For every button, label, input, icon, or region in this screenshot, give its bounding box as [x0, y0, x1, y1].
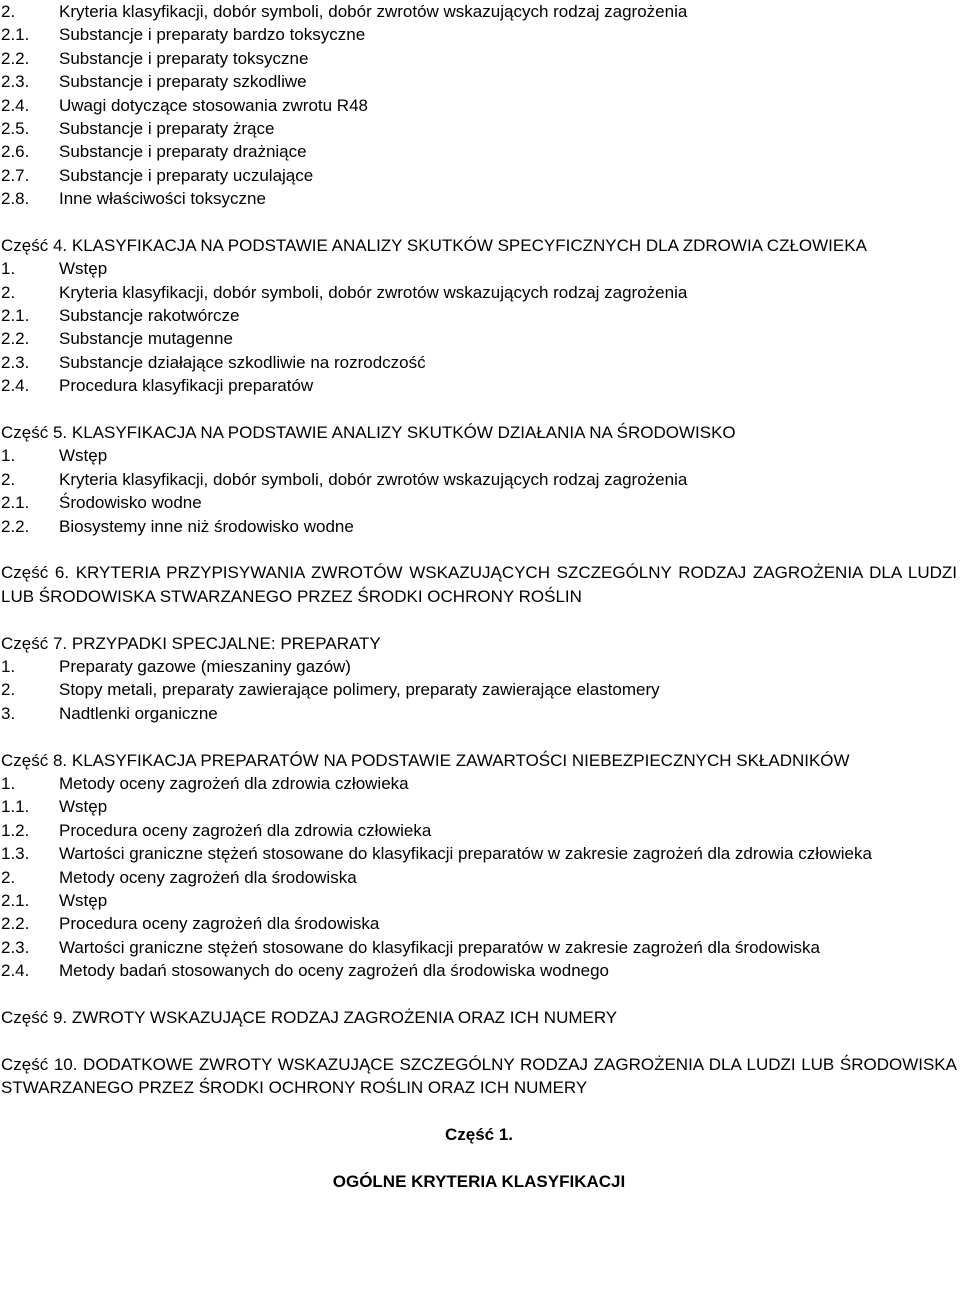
toc-entry-text: Wstęp	[59, 797, 108, 817]
toc-entry	[1, 70, 957, 93]
toc-entry	[1, 842, 957, 865]
toc-entry-number: 2.4.	[1, 95, 30, 115]
toc-entry-number: 2.4.	[1, 376, 30, 396]
toc-entry	[1, 351, 957, 374]
toc-entry-text: Kryteria klasyfikacji, dobór symboli, dobór zwrotów wskazujących rodzaj zagrożenia	[59, 282, 688, 302]
toc-entry	[1, 468, 957, 491]
part-heading: Część 8. KLASYFIKACJA PREPARATÓW NA PODSTAWIE ZAWARTOŚCI NIEBEZPIECZNYCH SKŁADNIKÓW	[1, 750, 850, 770]
toc-entry-text: Procedura oceny zagrożeń dla zdrowia człowieka	[59, 820, 432, 840]
toc-entry-number: 2.3.	[1, 72, 30, 92]
blank-line	[1, 983, 957, 1006]
toc-entry-text: Procedura klasyfikacji preparatów	[59, 376, 314, 396]
toc-entry-text: Substancje rakotwórcze	[59, 306, 240, 326]
part-heading: Część 10. DODATKOWE ZWROTY WSKAZUJĄCE SZCZEGÓLNY RODZAJ ZAGROŻENIA DLA LUDZI LUB ŚRODOWISKA STWARZANEGO PRZEZ ŚRODKI OCHRONY ROŚLIN ORAZ ICH NUMERY	[1, 1054, 957, 1098]
toc-entry-text: Biosystemy inne niż środowisko wodne	[59, 516, 354, 536]
toc-entry-text: Kryteria klasyfikacji, dobór symboli, dobór zwrotów wskazujących rodzaj zagrożenia	[59, 469, 688, 489]
toc-entry-text: Substancje i preparaty drażniące	[59, 142, 307, 162]
toc-entry-text: Metody oceny zagrożeń dla środowiska	[59, 867, 357, 887]
toc-entry-text: Substancje i preparaty uczulające	[59, 165, 314, 185]
toc-entry	[1, 140, 957, 163]
toc-entry-number: 2.	[1, 282, 16, 302]
toc-entry-number: 2.2.	[1, 329, 30, 349]
toc-entry-number: 2.7.	[1, 165, 30, 185]
toc-entry	[1, 327, 957, 350]
toc-entry	[1, 491, 957, 514]
toc-entry-number: 1.	[1, 773, 16, 793]
blank-line	[1, 398, 957, 421]
toc-entry	[1, 866, 957, 889]
part-heading: Część 7. PRZYPADKI SPECJALNE: PREPARATY	[1, 633, 381, 653]
part-heading: Część 9. ZWROTY WSKAZUJĄCE RODZAJ ZAGROŻENIA ORAZ ICH NUMERY	[1, 1007, 618, 1027]
toc-entry-text: Wstęp	[59, 446, 108, 466]
toc-entry-number: 2.6.	[1, 142, 30, 162]
toc-entry	[1, 936, 957, 959]
toc-entry-number: 1.3.	[1, 844, 30, 864]
toc-entry-text: Wartości graniczne stężeń stosowane do klasyfikacji preparatów w zakresie zagrożeń dla środowiska	[59, 937, 820, 957]
blank-line	[1, 1100, 957, 1123]
toc-entry	[1, 257, 957, 280]
toc-entry-number: 1.	[1, 657, 16, 677]
toc-entry-text: Nadtlenki organiczne	[59, 703, 218, 723]
toc-entry	[1, 281, 957, 304]
toc-entry-number: 3.	[1, 703, 16, 723]
toc-entry-text: Substancje i preparaty toksyczne	[59, 48, 309, 68]
toc-entry-text: Stopy metali, preparaty zawierające polimery, preparaty zawierające elastomery	[59, 680, 660, 700]
part-heading: Część 4. KLASYFIKACJA NA PODSTAWIE ANALIZY SKUTKÓW SPECYFICZNYCH DLA ZDROWIA CZŁOWIEKA	[1, 235, 867, 255]
toc-entry-number: 2.	[1, 680, 16, 700]
toc-entry	[1, 0, 957, 23]
toc-entry-text: Procedura oceny zagrożeń dla środowiska	[59, 914, 380, 934]
toc-entry-text: Preparaty gazowe (mieszaniny gazów)	[59, 657, 351, 677]
toc-entry-number: 2.5.	[1, 118, 30, 138]
toc-entry-number: 2.	[1, 469, 16, 489]
toc-entry-number: 2.1.	[1, 890, 30, 910]
toc-entry-text: Substancje działające szkodliwie na rozrodczość	[59, 352, 426, 372]
blank-line	[1, 608, 957, 631]
toc-entry-number: 2.3.	[1, 937, 30, 957]
toc-entry	[1, 117, 957, 140]
toc-entry	[1, 912, 957, 935]
toc-entry-number: 1.	[1, 259, 16, 279]
toc-entry	[1, 444, 957, 467]
toc-entry-number: 2.8.	[1, 189, 30, 209]
toc-entry	[1, 23, 957, 46]
toc-entry	[1, 702, 957, 725]
toc-entry-text: Metody oceny zagrożeń dla zdrowia człowieka	[59, 773, 409, 793]
part-heading: Część 6. KRYTERIA PRZYPISYWANIA ZWROTÓW WSKAZUJĄCYCH SZCZEGÓLNY RODZAJ ZAGROŻENIA DLA LUDZI LUB ŚRODOWISKA STWARZANEGO PRZEZ ŚRODKI OCHRONY ROŚLIN	[1, 563, 957, 606]
blank-line	[1, 538, 957, 561]
blank-line	[1, 725, 957, 748]
toc-entry-number: 2.3.	[1, 352, 30, 372]
toc-entry-text: Substancje i preparaty bardzo toksyczne	[59, 25, 366, 45]
toc-entry-number: 2.1.	[1, 306, 30, 326]
toc-entry-text: Wstęp	[59, 259, 108, 279]
toc-entry-number: 2.4.	[1, 961, 30, 981]
toc-entry-text: Metody badań stosowanych do oceny zagrożeń dla środowiska wodnego	[59, 961, 610, 981]
toc-entry-number: 2.2.	[1, 516, 30, 536]
toc-entry-number: 2.1.	[1, 25, 30, 45]
part-heading: Część 5. KLASYFIKACJA NA PODSTAWIE ANALIZY SKUTKÓW DZIAŁANIA NA ŚRODOWISKO	[1, 423, 736, 443]
section-title: OGÓLNE KRYTERIA KLASYFIKACJI	[332, 1171, 626, 1191]
toc-entry	[1, 819, 957, 842]
toc-entry-text: Substancje i preparaty szkodliwe	[59, 72, 307, 92]
toc-entry-text: Wartości graniczne stężeń stosowane do klasyfikacji preparatów w zakresie zagrożeń dla zdrowia człowieka	[59, 844, 872, 864]
blank-line	[1, 211, 957, 234]
section-title: Część 1.	[444, 1124, 514, 1144]
toc-entry-text: Substancje mutagenne	[59, 329, 233, 349]
toc-entry-number: 2.2.	[1, 914, 30, 934]
toc-entry	[1, 772, 957, 795]
toc-entry	[1, 304, 957, 327]
toc-entry	[1, 47, 957, 70]
toc-entry-number: 1.2.	[1, 820, 30, 840]
toc-entry	[1, 94, 957, 117]
toc-entry	[1, 795, 957, 818]
toc-entry-number: 2.1.	[1, 493, 30, 513]
toc-entry	[1, 889, 957, 912]
toc-entry-text: Kryteria klasyfikacji, dobór symboli, dobór zwrotów wskazujących rodzaj zagrożenia	[59, 2, 688, 21]
toc-entry	[1, 678, 957, 701]
toc-entry	[1, 187, 957, 210]
toc-entry	[1, 374, 957, 397]
toc-entry	[1, 655, 957, 678]
toc-entry-number: 2.	[1, 2, 16, 21]
toc-entry-number: 1.	[1, 446, 16, 466]
toc-entry-text: Wstęp	[59, 890, 108, 910]
toc-entry-text: Inne właściwości toksyczne	[59, 189, 266, 209]
blank-line	[1, 1146, 957, 1169]
toc-entry-number: 1.1.	[1, 797, 30, 817]
toc-entry-text: Uwagi dotyczące stosowania zwrotu R48	[59, 95, 368, 115]
toc-entry	[1, 515, 957, 538]
toc-entry	[1, 959, 957, 982]
blank-line	[1, 1029, 957, 1052]
toc-entry-number: 2.	[1, 867, 16, 887]
toc-entry-text: Substancje i preparaty żrące	[59, 118, 275, 138]
toc-entry-number: 2.2.	[1, 48, 30, 68]
toc-entry	[1, 164, 957, 187]
toc-entry-text: Środowisko wodne	[59, 493, 202, 513]
